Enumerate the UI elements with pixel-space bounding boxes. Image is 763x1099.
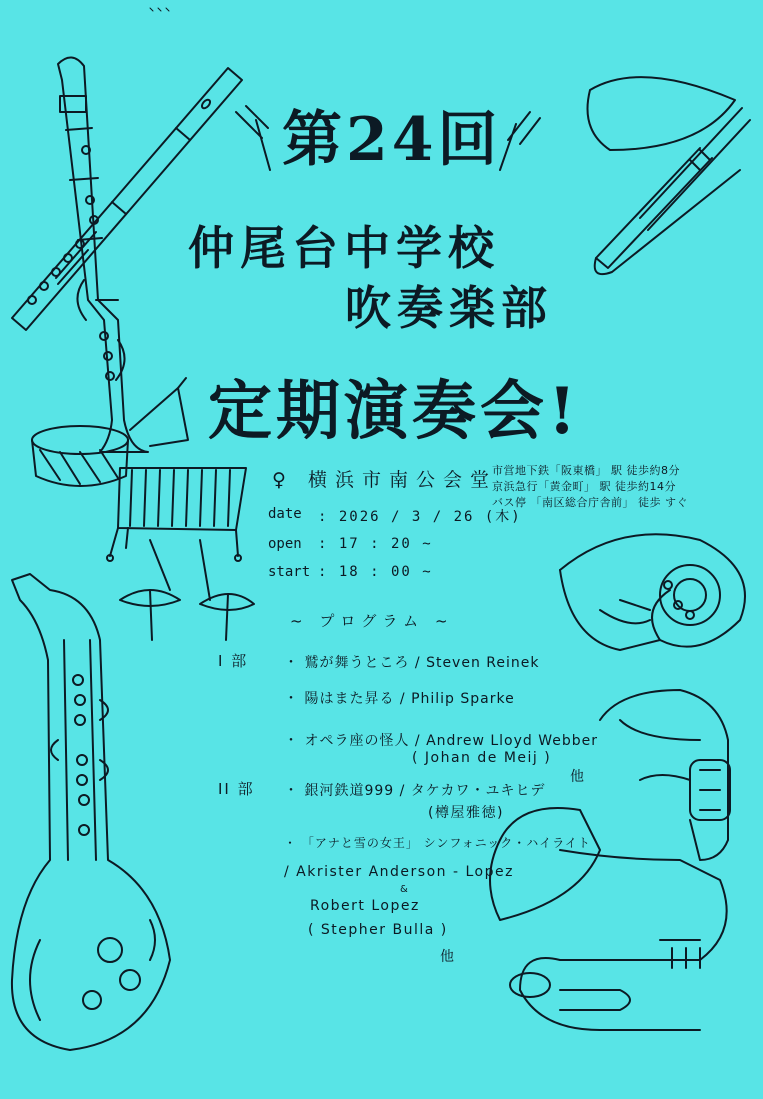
saxophone-icon bbox=[12, 574, 170, 1050]
part1-piece-3-arranger: ( Johan de Meij ) bbox=[412, 750, 552, 766]
glockenspiel-icon bbox=[107, 468, 246, 600]
date-label: date bbox=[268, 506, 302, 522]
open-label: open bbox=[268, 536, 302, 552]
start-value: : 18 : 00 ~ bbox=[318, 564, 433, 580]
part2-piece-2-arranger: ( Stepher Bulla ) bbox=[308, 922, 448, 938]
flute-icon bbox=[12, 68, 242, 330]
corner-mark-icon bbox=[150, 8, 169, 11]
trombone-icon bbox=[588, 77, 751, 274]
concert-title: 定期演奏会! bbox=[208, 374, 581, 449]
part2-etc: 他 bbox=[440, 949, 454, 965]
cymbal-icon bbox=[120, 590, 254, 640]
part2-piece-2-ampersand: & bbox=[400, 884, 410, 895]
club-name: 吹奏楽部 bbox=[345, 281, 553, 335]
open-value: : 17 : 20 ~ bbox=[318, 536, 433, 552]
part2-piece-1: ・ 銀河鉄道999 / タケカワ・ユキヒデ bbox=[284, 783, 546, 799]
part1-piece-1: ・ 鷲が舞うところ / Steven Reinek bbox=[284, 655, 540, 671]
start-label: start bbox=[268, 564, 311, 580]
date-value: : 2026 / 3 / 26 (木) bbox=[318, 509, 522, 525]
part2-label: II 部 bbox=[218, 780, 255, 798]
access-line-1: 市営地下鉄「阪東橋」 駅 徒歩約8分 bbox=[492, 464, 680, 477]
part2-piece-2: ・ 「アナと雪の女王」 シンフォニック・ハイライト bbox=[284, 836, 591, 850]
part2-piece-2-composer: / Akrister Anderson - Lopez bbox=[284, 864, 514, 880]
venue-name-text: 横浜市南公会堂 bbox=[307, 469, 497, 491]
access-line-3: バス停 「南区総合庁舎前」 徒歩 すぐ bbox=[492, 496, 688, 509]
location-pin-icon: ♀ bbox=[272, 469, 294, 491]
part2-piece-2-composer-2: Robert Lopez bbox=[310, 898, 420, 914]
part1-piece-3: ・ オペラ座の怪人 / Andrew Lloyd Webber bbox=[284, 733, 599, 749]
school-name: 仲尾台中学校 bbox=[188, 221, 500, 275]
edition-title: 第24回 bbox=[282, 105, 502, 175]
part2-piece-1-arranger: (樽屋雅徳) bbox=[428, 805, 504, 821]
part1-piece-2: ・ 陽はまた昇る / Philip Sparke bbox=[284, 691, 515, 707]
part1-etc: 他 bbox=[570, 769, 584, 785]
access-line-2: 京浜急行「黄金町」 駅 徒歩約14分 bbox=[492, 480, 676, 493]
euphonium-icon bbox=[600, 690, 730, 860]
part1-label: I 部 bbox=[218, 652, 249, 670]
venue-name bbox=[272, 465, 497, 492]
french-horn-icon bbox=[560, 534, 745, 650]
program-heading: ~ プログラム ~ bbox=[290, 612, 454, 630]
